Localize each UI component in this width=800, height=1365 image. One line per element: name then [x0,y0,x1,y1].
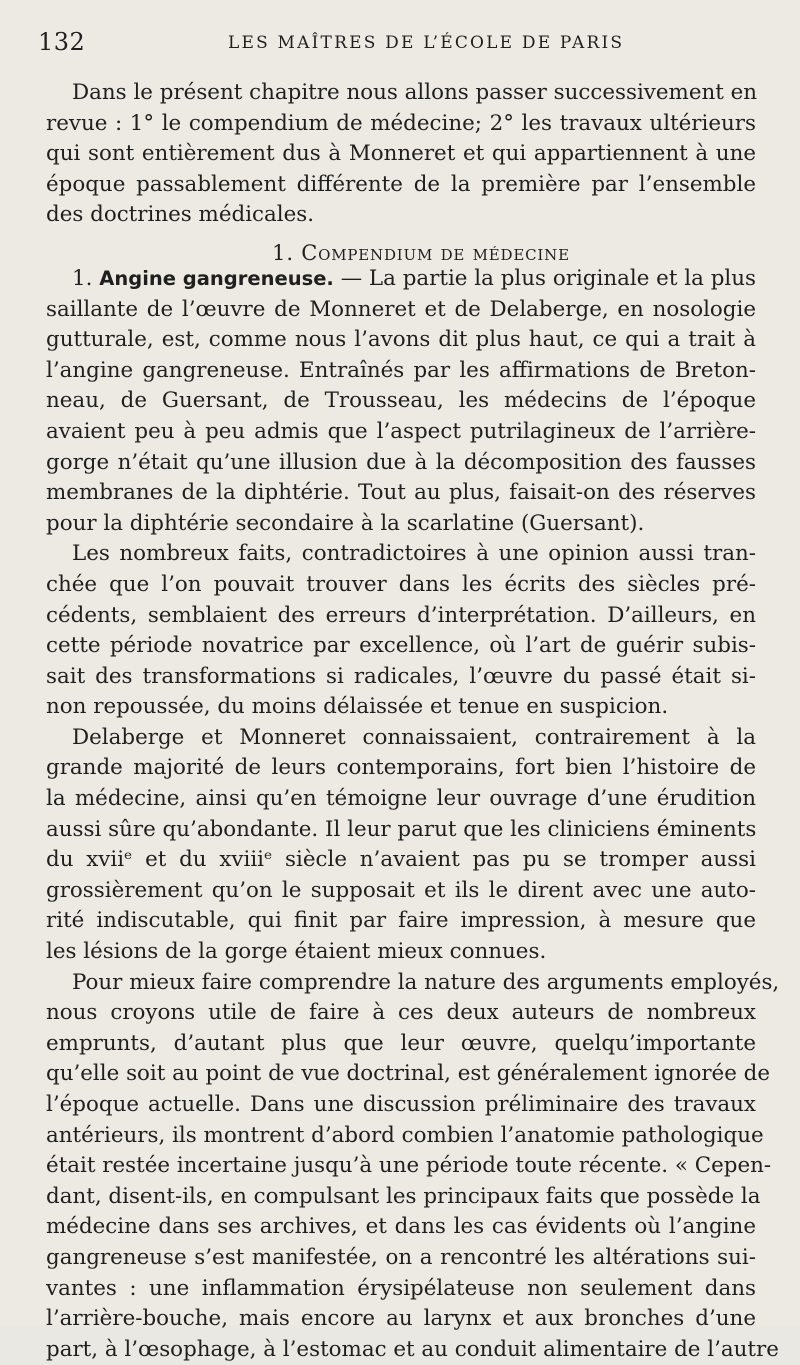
text-line: non repoussée, du moins délaissée et tenue en suspicion. [46,694,669,720]
text-line: membranes de la diphtérie. Tout au plus, faisait-on des réserves [46,480,756,506]
section-number: 1. [272,240,294,265]
text-line: aussi sûre qu’abondante. Il leur parut que les cliniciens éminents [46,816,757,842]
section-title: Compendium de médecine [301,240,570,265]
text-line: pour la diphtérie secondaire à la scarlatine (Guersant). [46,510,645,536]
text-line: vantes : une inflammation érysipélateuse non seulement dans [46,1275,756,1301]
entry-number: 1. [72,265,93,291]
section-heading [46,231,756,264]
text-line: saillante de l’œuvre de Monneret et de Delaberge, en nosologie [46,296,756,322]
text-line: Pour mieux faire comprendre la nature des arguments employés, [72,969,780,995]
text-line: antérieurs, ils montrent d’abord combien l’anatomie pathologique [46,1122,764,1148]
text-line: l’époque actuelle. Dans une discussion préliminaire des travaux [46,1092,756,1117]
text-line: gorge n’était qu’une illusion due à la décomposition des fausses [46,449,756,475]
text-line: neau, de Guersant, de Trousseau, les médecins de l’époque [46,388,756,414]
text-line: emprunts, d’autant plus que leur œuvre, quelqu’importante [46,1030,756,1056]
text-line: médecine dans ses archives, et dans les cas évidents où l’angine [46,1214,756,1240]
text-line: — La partie la plus originale et la plus [340,265,756,291]
text-line: époque passablement différente de la première par l’ensemble [46,171,756,197]
text-line: avaient peu à peu admis que l’aspect putrilagineux de l’arrière- [46,418,756,444]
text-line: gangreneuse s’est manifestée, on a rencontré les altérations sui- [46,1244,756,1270]
text-line: part, à l’œsophage, à l’estomac et au conduit alimentaire de l’autre [46,1336,779,1362]
entry-title: Angine gangreneuse. [99,266,334,290]
text-line: Delaberge et Monneret connaissaient, contrairement à la [72,724,756,750]
entry-first-line [46,264,756,295]
text-line: des doctrines médicales. [46,202,315,228]
text-line: était restée incertaine jusqu’à une période toute récente. « Cepen- [46,1153,772,1179]
text-line: cédents, semblaient des erreurs d’interprétation. D’ailleurs, en [46,602,756,628]
text-line: cette période novatrice par excellence, où l’art de guérir subis- [46,633,756,659]
text-line: du xviiᵉ et du xviiiᵉ siècle n’avaient pas pu se tromper aussi [46,847,756,873]
running-title: LES MAÎTRES DE L’ÉCOLE DE PARIS [228,33,625,53]
text-line: chée que l’on pouvait trouver dans les écrits des siècles pré- [46,571,756,597]
text-line: dant, disent-ils, en compulsant les principaux faits que possède la [46,1183,761,1209]
page-header [38,28,760,62]
text-line: gutturale, est, comme nous l’avons dit plus haut, ce qui a trait à [46,327,756,353]
text-line: qu’elle soit au point de vue doctrinal, est généralement ignorée de [46,1061,771,1087]
text-line: nous croyons utile de faire à ces deux auteurs de nombreux [46,1000,756,1026]
text-line: grossièrement qu’on le supposait et ils le dirent avec une auto- [46,877,756,903]
page-number: 132 [38,28,86,56]
text-line: Dans le présent chapitre nous allons passer successivement en [72,80,758,105]
text-line: l’angine gangreneuse. Entraînés par les affirmations de Breton- [46,357,756,383]
text-line: les lésions de la gorge étaient mieux connues. [46,939,547,965]
text-line: qui sont entièrement dus à Monneret et qui appartiennent à une [46,141,756,167]
text-line: rité indiscutable, qui finit par faire impression, à mesure que [46,908,756,934]
text-line: l’arrière-bouche, mais encore au larynx et aux bronches d’une [46,1306,756,1332]
text-line: sait des transformations si radicales, l’œuvre du passé était si- [46,663,756,689]
text-line: grande majorité de leurs contemporains, fort bien l’histoire de [46,755,756,781]
text-line: revue : 1° le compendium de médecine; 2° les travaux ultérieurs [46,110,756,136]
text-line: Les nombreux faits, contradictoires à une opinion aussi tran- [72,541,756,567]
body-text [46,78,780,1365]
text-line: la médecine, ainsi qu’en témoigne leur ouvrage d’une érudition [46,786,756,812]
